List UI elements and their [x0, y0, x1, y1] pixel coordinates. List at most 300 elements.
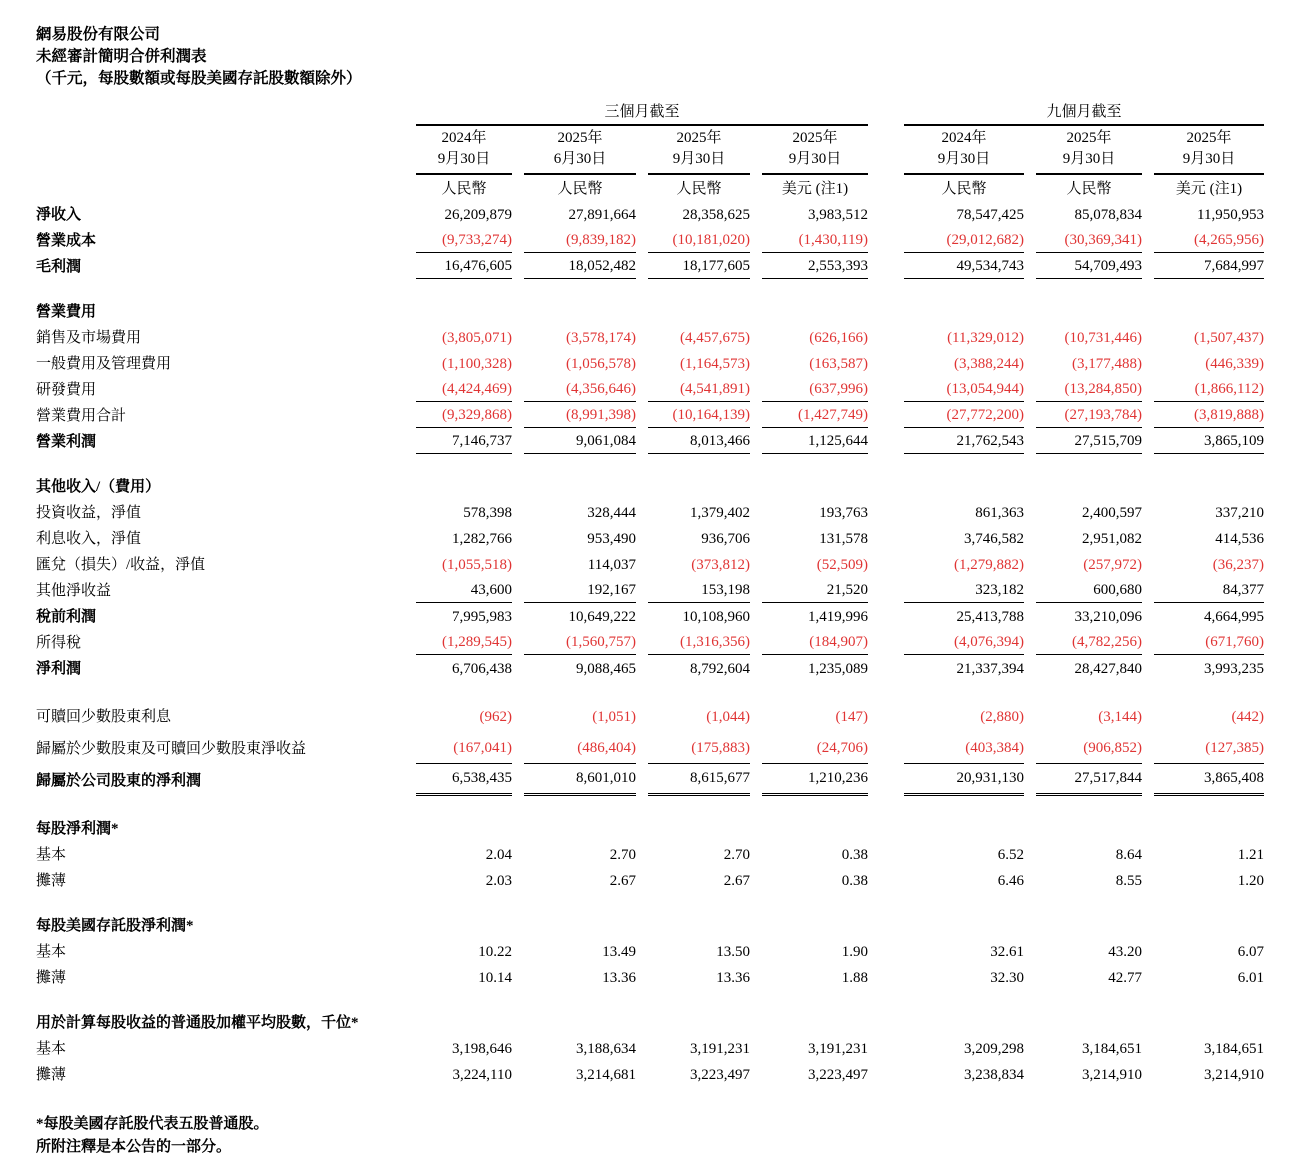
- spacer-row: [36, 681, 1264, 700]
- cell-value: 3,993,235: [1154, 655, 1264, 681]
- row-label: 其他淨收益: [36, 577, 404, 603]
- table-row: [36, 227, 1264, 253]
- cell-value: 1.88: [762, 964, 868, 990]
- cell-value: 85,078,834: [1036, 201, 1142, 227]
- column-date-header: [1036, 126, 1142, 175]
- group-gap-cell: [880, 227, 892, 253]
- table-row: [36, 655, 1264, 681]
- cell-value: (3,177,488): [1036, 350, 1142, 376]
- group-gap-cell: [880, 402, 892, 428]
- row-label: 每股美國存託股淨利潤*: [36, 912, 404, 938]
- row-label: 營業費用: [36, 298, 404, 324]
- cell-value: 10.22: [416, 938, 512, 964]
- cell-value: 2.67: [524, 867, 636, 893]
- table-row: [36, 841, 1264, 867]
- column-currency: 人民幣: [648, 175, 750, 201]
- column-date: 9月30日: [762, 149, 868, 170]
- empty-cells: [416, 473, 1264, 499]
- cell-value: 16,476,605: [416, 253, 512, 279]
- cell-value: (1,044): [648, 700, 750, 732]
- cell-value: 3,214,681: [524, 1061, 636, 1087]
- cell-value: 3,184,651: [1036, 1035, 1142, 1061]
- table-row: [36, 350, 1264, 376]
- cell-value: 10,649,222: [524, 603, 636, 629]
- cell-value: (403,384): [904, 732, 1024, 764]
- column-currency: 美元 (注1): [762, 175, 868, 201]
- cell-value: 1.20: [1154, 867, 1264, 893]
- cell-value: 8,615,677: [648, 764, 750, 796]
- cell-value: 936,706: [648, 525, 750, 551]
- column-currency: 人民幣: [524, 175, 636, 201]
- table-row: [36, 764, 1264, 796]
- table-row: [36, 732, 1264, 764]
- cell-value: 3,224,110: [416, 1061, 512, 1087]
- table-row: [36, 938, 1264, 964]
- cell-value: 6.52: [904, 841, 1024, 867]
- cell-value: (3,819,888): [1154, 402, 1264, 428]
- cell-value: (1,056,578): [524, 350, 636, 376]
- cell-value: 43,600: [416, 577, 512, 603]
- cell-value: (184,907): [762, 629, 868, 655]
- cell-value: (3,578,174): [524, 324, 636, 350]
- cell-value: (1,507,437): [1154, 324, 1264, 350]
- group-gap-cell: [880, 577, 892, 603]
- column-date-header: [524, 126, 636, 175]
- group-gap-cell: [880, 499, 892, 525]
- group-gap-cell: [880, 938, 892, 964]
- cell-value: 1,282,766: [416, 525, 512, 551]
- cell-value: (2,880): [904, 700, 1024, 732]
- row-label: 用於計算每股收益的普通股加權平均股數，千位*: [36, 1009, 404, 1035]
- cell-value: 3,198,646: [416, 1035, 512, 1061]
- group-gap-cell: [880, 253, 892, 279]
- row-label: 基本: [36, 1035, 404, 1061]
- cell-value: 21,520: [762, 577, 868, 603]
- cell-value: 1,379,402: [648, 499, 750, 525]
- cell-value: 2.70: [648, 841, 750, 867]
- group-gap-cell: [880, 764, 892, 796]
- cell-value: (13,284,850): [1036, 376, 1142, 402]
- group-gap-cell: [880, 201, 892, 227]
- cell-value: (671,760): [1154, 629, 1264, 655]
- cell-value: (10,731,446): [1036, 324, 1142, 350]
- company-name: 網易股份有限公司: [36, 24, 1306, 46]
- column-date: 9月30日: [1154, 149, 1264, 170]
- footnote-notes: 所附注釋是本公告的一部分。: [36, 1136, 1306, 1158]
- spacer-row: [36, 454, 1264, 473]
- date-header-row: [36, 126, 1264, 175]
- cell-value: (1,055,518): [416, 551, 512, 577]
- cell-value: 3,191,231: [762, 1035, 868, 1061]
- cell-value: 1,125,644: [762, 428, 868, 454]
- cell-value: 2,951,082: [1036, 525, 1142, 551]
- cell-value: 2,553,393: [762, 253, 868, 279]
- row-label: 所得稅: [36, 629, 404, 655]
- cell-value: (4,424,469): [416, 376, 512, 402]
- cell-value: (4,265,956): [1154, 227, 1264, 253]
- cell-value: 2,400,597: [1036, 499, 1142, 525]
- cell-value: (626,166): [762, 324, 868, 350]
- income-statement-table: [24, 98, 1276, 1087]
- group-gap-cell: [880, 175, 892, 201]
- cell-value: 25,413,788: [904, 603, 1024, 629]
- group-gap-cell: [880, 525, 892, 551]
- table-row: [36, 629, 1264, 655]
- cell-value: (637,996): [762, 376, 868, 402]
- cell-value: (147): [762, 700, 868, 732]
- group-gap-cell: [880, 324, 892, 350]
- cell-value: 3,223,497: [762, 1061, 868, 1087]
- cell-value: (127,385): [1154, 732, 1264, 764]
- cell-value: (52,509): [762, 551, 868, 577]
- row-label: 研發費用: [36, 376, 404, 402]
- cell-value: 78,547,425: [904, 201, 1024, 227]
- cell-value: 323,182: [904, 577, 1024, 603]
- cell-value: 328,444: [524, 499, 636, 525]
- section-row: [36, 912, 1264, 938]
- cell-value: (10,164,139): [648, 402, 750, 428]
- cell-value: 2.04: [416, 841, 512, 867]
- cell-value: 3,865,408: [1154, 764, 1264, 796]
- cell-value: 6.01: [1154, 964, 1264, 990]
- column-year: 2025年: [1036, 128, 1142, 149]
- row-label: 投資收益，淨值: [36, 499, 404, 525]
- column-date-header: [904, 126, 1024, 175]
- table-row: [36, 324, 1264, 350]
- table-row: [36, 700, 1264, 732]
- cell-value: 18,177,605: [648, 253, 750, 279]
- cell-value: (163,587): [762, 350, 868, 376]
- section-row: [36, 1009, 1264, 1035]
- cell-value: 6,538,435: [416, 764, 512, 796]
- cell-value: 131,578: [762, 525, 868, 551]
- cell-value: 54,709,493: [1036, 253, 1142, 279]
- cell-value: (1,316,356): [648, 629, 750, 655]
- cell-value: (3,144): [1036, 700, 1142, 732]
- cell-value: 3,214,910: [1036, 1061, 1142, 1087]
- group-gap-cell: [880, 126, 892, 175]
- section-row: [36, 298, 1264, 324]
- table-row: [36, 201, 1264, 227]
- cell-value: 10.14: [416, 964, 512, 990]
- table-row: [36, 376, 1264, 402]
- cell-value: 1,210,236: [762, 764, 868, 796]
- table-row: [36, 551, 1264, 577]
- cell-value: (9,329,868): [416, 402, 512, 428]
- column-date-header: [1154, 126, 1264, 175]
- table-row: [36, 1035, 1264, 1061]
- cell-value: (4,541,891): [648, 376, 750, 402]
- spacer-cell: [36, 454, 1264, 473]
- cell-value: 2.03: [416, 867, 512, 893]
- cell-value: 4,664,995: [1154, 603, 1264, 629]
- cell-value: 7,995,983: [416, 603, 512, 629]
- row-label: 一般費用及管理費用: [36, 350, 404, 376]
- group-gap-cell: [880, 350, 892, 376]
- cell-value: (4,782,256): [1036, 629, 1142, 655]
- cell-value: 13.36: [524, 964, 636, 990]
- cell-value: (175,883): [648, 732, 750, 764]
- row-label: 毛利潤: [36, 253, 404, 279]
- cell-value: 3,209,298: [904, 1035, 1024, 1061]
- row-label: 其他收入/（費用）: [36, 473, 404, 499]
- column-currency: 人民幣: [904, 175, 1024, 201]
- cell-value: (906,852): [1036, 732, 1142, 764]
- spacer-cell: [36, 893, 1264, 912]
- cell-value: 11,950,953: [1154, 201, 1264, 227]
- spacer-row: [36, 990, 1264, 1009]
- group-gap-cell: [880, 867, 892, 893]
- cell-value: 8,792,604: [648, 655, 750, 681]
- row-label: 營業利潤: [36, 428, 404, 454]
- cell-value: (8,991,398): [524, 402, 636, 428]
- cell-value: 1.21: [1154, 841, 1264, 867]
- cell-value: (1,051): [524, 700, 636, 732]
- cell-value: 0.38: [762, 867, 868, 893]
- cell-value: 42.77: [1036, 964, 1142, 990]
- column-date: 6月30日: [524, 149, 636, 170]
- cell-value: 6.07: [1154, 938, 1264, 964]
- cell-value: 9,088,465: [524, 655, 636, 681]
- row-label: 淨利潤: [36, 655, 404, 681]
- cell-value: (27,772,200): [904, 402, 1024, 428]
- cell-value: (9,733,274): [416, 227, 512, 253]
- column-year: 2025年: [1154, 128, 1264, 149]
- cell-value: 0.38: [762, 841, 868, 867]
- table-row: [36, 499, 1264, 525]
- column-currency: 人民幣: [1036, 175, 1142, 201]
- cell-value: (962): [416, 700, 512, 732]
- cell-value: 3,214,910: [1154, 1061, 1264, 1087]
- group-gap-cell: [880, 376, 892, 402]
- cell-value: 32.30: [904, 964, 1024, 990]
- cell-value: (486,404): [524, 732, 636, 764]
- cell-value: 6.46: [904, 867, 1024, 893]
- row-label: 匯兌（損失）/收益，淨值: [36, 551, 404, 577]
- cell-value: 861,363: [904, 499, 1024, 525]
- cell-value: 21,337,394: [904, 655, 1024, 681]
- cell-value: 3,865,109: [1154, 428, 1264, 454]
- cell-value: 9,061,084: [524, 428, 636, 454]
- cell-value: 7,146,737: [416, 428, 512, 454]
- cell-value: (373,812): [648, 551, 750, 577]
- statement-name: 未經審計簡明合併利潤表: [36, 46, 1306, 68]
- cell-value: 192,167: [524, 577, 636, 603]
- column-year: 2025年: [648, 128, 750, 149]
- units-note: （千元，每股數額或每股美國存託股數額除外）: [36, 68, 1306, 90]
- empty-cells: [416, 815, 1264, 841]
- column-year: 2025年: [762, 128, 868, 149]
- cell-value: 1,419,996: [762, 603, 868, 629]
- section-row: [36, 473, 1264, 499]
- spacer-row: [36, 893, 1264, 912]
- column-year: 2025年: [524, 128, 636, 149]
- row-label: 歸屬於少數股東及可贖回少數股東淨收益: [36, 732, 404, 764]
- table-body: [36, 201, 1264, 1087]
- row-label: 營業成本: [36, 227, 404, 253]
- group-gap-cell: [880, 551, 892, 577]
- header-spacer-cell: [36, 175, 404, 201]
- cell-value: (4,457,675): [648, 324, 750, 350]
- currency-row: [36, 175, 1264, 201]
- cell-value: (257,972): [1036, 551, 1142, 577]
- column-date-header: [416, 126, 512, 175]
- table-header: [36, 98, 1264, 201]
- cell-value: 8.64: [1036, 841, 1142, 867]
- group-gap-cell: [880, 1061, 892, 1087]
- cell-value: 1.90: [762, 938, 868, 964]
- cell-value: 13.50: [648, 938, 750, 964]
- cell-value: 27,891,664: [524, 201, 636, 227]
- cell-value: 6,706,438: [416, 655, 512, 681]
- cell-value: (442): [1154, 700, 1264, 732]
- row-label: 可贖回少數股東利息: [36, 700, 404, 732]
- cell-value: 600,680: [1036, 577, 1142, 603]
- cell-value: 26,209,879: [416, 201, 512, 227]
- cell-value: (446,339): [1154, 350, 1264, 376]
- cell-value: 3,983,512: [762, 201, 868, 227]
- cell-value: 578,398: [416, 499, 512, 525]
- cell-value: (1,560,757): [524, 629, 636, 655]
- cell-value: (4,356,646): [524, 376, 636, 402]
- row-label: 基本: [36, 938, 404, 964]
- cell-value: (1,279,882): [904, 551, 1024, 577]
- header-spacer-cell: [36, 126, 404, 175]
- cell-value: (13,054,944): [904, 376, 1024, 402]
- cell-value: 13.49: [524, 938, 636, 964]
- cell-value: (10,181,020): [648, 227, 750, 253]
- table-row: [36, 603, 1264, 629]
- cell-value: 8,013,466: [648, 428, 750, 454]
- cell-value: 3,223,497: [648, 1061, 750, 1087]
- cell-value: 414,536: [1154, 525, 1264, 551]
- cell-value: 8,601,010: [524, 764, 636, 796]
- section-row: [36, 815, 1264, 841]
- cell-value: (3,805,071): [416, 324, 512, 350]
- row-label: 淨收入: [36, 201, 404, 227]
- row-label: 攤薄: [36, 964, 404, 990]
- cell-value: 153,198: [648, 577, 750, 603]
- table-row: [36, 964, 1264, 990]
- cell-value: 3,188,634: [524, 1035, 636, 1061]
- group-gap-cell: [880, 1035, 892, 1061]
- cell-value: 8.55: [1036, 867, 1142, 893]
- group-header-row: [36, 98, 1264, 126]
- group-gap-cell: [880, 841, 892, 867]
- group-gap-cell: [880, 732, 892, 764]
- cell-value: 2.67: [648, 867, 750, 893]
- header-spacer-cell: [36, 98, 404, 126]
- cell-value: 3,746,582: [904, 525, 1024, 551]
- row-label: 營業費用合計: [36, 402, 404, 428]
- cell-value: 13.36: [648, 964, 750, 990]
- group-gap-cell: [880, 964, 892, 990]
- group-gap-cell: [880, 629, 892, 655]
- table-row: [36, 577, 1264, 603]
- cell-value: 10,108,960: [648, 603, 750, 629]
- table-row: [36, 428, 1264, 454]
- table-row: [36, 253, 1264, 279]
- cell-value: 21,762,543: [904, 428, 1024, 454]
- cell-value: (30,369,341): [1036, 227, 1142, 253]
- cell-value: 3,184,651: [1154, 1035, 1264, 1061]
- table-row: [36, 525, 1264, 551]
- cell-value: 1,235,089: [762, 655, 868, 681]
- spacer-row: [36, 796, 1264, 815]
- empty-cells: [416, 912, 1264, 938]
- cell-value: (1,427,749): [762, 402, 868, 428]
- cell-value: (1,866,112): [1154, 376, 1264, 402]
- group-gap-cell: [880, 700, 892, 732]
- cell-value: 193,763: [762, 499, 868, 525]
- cell-value: 33,210,096: [1036, 603, 1142, 629]
- table-row: [36, 867, 1264, 893]
- column-date-header: [762, 126, 868, 175]
- group-gap-cell: [880, 655, 892, 681]
- cell-value: 337,210: [1154, 499, 1264, 525]
- group-gap-cell: [880, 603, 892, 629]
- group-gap-cell: [880, 428, 892, 454]
- cell-value: 7,684,997: [1154, 253, 1264, 279]
- column-date: 9月30日: [648, 149, 750, 170]
- cell-value: (1,289,545): [416, 629, 512, 655]
- spacer-cell: [36, 796, 1264, 815]
- column-year: 2024年: [416, 128, 512, 149]
- cell-value: (11,329,012): [904, 324, 1024, 350]
- group-gap-cell: [880, 98, 892, 126]
- cell-value: 3,238,834: [904, 1061, 1024, 1087]
- footnotes: [36, 1113, 1306, 1158]
- statement-title: [36, 24, 1306, 90]
- row-label: 攤薄: [36, 1061, 404, 1087]
- column-currency: 人民幣: [416, 175, 512, 201]
- cell-value: 2.70: [524, 841, 636, 867]
- cell-value: (36,237): [1154, 551, 1264, 577]
- footnote-ads: *每股美國存託股代表五股普通股。: [36, 1113, 1306, 1136]
- row-label: 攤薄: [36, 867, 404, 893]
- column-date: 9月30日: [904, 149, 1024, 170]
- row-label: 基本: [36, 841, 404, 867]
- cell-value: 114,037: [524, 551, 636, 577]
- cell-value: 49,534,743: [904, 253, 1024, 279]
- table-row: [36, 402, 1264, 428]
- spacer-cell: [36, 279, 1264, 298]
- column-date-header: [648, 126, 750, 175]
- spacer-row: [36, 279, 1264, 298]
- cell-value: (1,100,328): [416, 350, 512, 376]
- cell-value: 32.61: [904, 938, 1024, 964]
- cell-value: 28,358,625: [648, 201, 750, 227]
- cell-value: (167,041): [416, 732, 512, 764]
- empty-cells: [416, 298, 1264, 324]
- cell-value: (29,012,682): [904, 227, 1024, 253]
- cell-value: (1,430,119): [762, 227, 868, 253]
- empty-cells: [416, 1009, 1264, 1035]
- row-label: 稅前利潤: [36, 603, 404, 629]
- cell-value: 27,517,844: [1036, 764, 1142, 796]
- cell-value: 28,427,840: [1036, 655, 1142, 681]
- cell-value: 27,515,709: [1036, 428, 1142, 454]
- cell-value: 84,377: [1154, 577, 1264, 603]
- cell-value: (27,193,784): [1036, 402, 1142, 428]
- spacer-cell: [36, 681, 1264, 700]
- cell-value: 18,052,482: [524, 253, 636, 279]
- column-date: 9月30日: [1036, 149, 1142, 170]
- group-header-three-months: 三個月截至: [416, 98, 868, 126]
- cell-value: 953,490: [524, 525, 636, 551]
- cell-value: (9,839,182): [524, 227, 636, 253]
- cell-value: (24,706): [762, 732, 868, 764]
